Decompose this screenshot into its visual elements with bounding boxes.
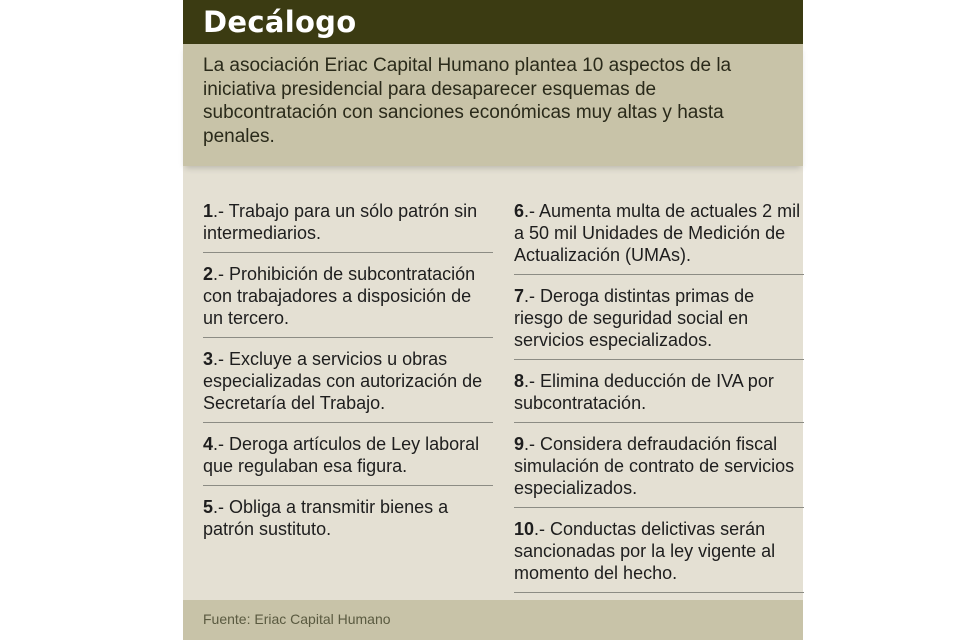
list-item: [203, 196, 493, 253]
item-text: .- Trabajo para un sólo patrón sin intermediarios.: [203, 201, 478, 243]
intro-box: [183, 44, 803, 166]
item-number: 7: [514, 286, 525, 306]
item-text: .- Deroga artículos de Ley laboral que regulaban esa figura.: [203, 434, 480, 476]
list-item: [203, 259, 493, 338]
left-column: [203, 196, 493, 554]
item-text: .- Considera defraudación fiscal simulación de contrato de servicios especializados.: [514, 434, 795, 498]
list-item: [514, 429, 804, 508]
item-text: .- Prohibición de subcontratación con trabajadores a disposición de un tercero.: [203, 264, 476, 328]
item-number: 3: [203, 349, 214, 369]
item-text: .- Excluye a servicios u obras especializadas con autorización de Secretaría del Trabajo.: [203, 349, 483, 413]
right-column: [514, 196, 804, 599]
page-title: Decálogo: [203, 5, 357, 39]
item-number: 9: [514, 434, 525, 454]
list-item: [514, 514, 804, 593]
item-number: 1: [203, 201, 214, 221]
list-item: [514, 196, 804, 275]
item-text: .- Elimina deducción de IVA por subcontratación.: [514, 371, 774, 413]
intro-text: La asociación Eriac Capital Humano plantea 10 aspectos de la iniciativa presidencial para desaparecer esquemas de subcontratación con sanciones económicas muy altas y hasta penales.: [203, 55, 732, 147]
list-item: [203, 344, 493, 423]
list-item: [203, 492, 493, 548]
item-text: .- Conductas delictivas serán sancionadas por la ley vigente al momento del hecho.: [514, 519, 776, 583]
list-item: [203, 429, 493, 486]
item-number: 6: [514, 201, 525, 221]
list-item: [514, 366, 804, 423]
item-number: 10: [514, 519, 535, 539]
item-number: 4: [203, 434, 214, 454]
list-item: [514, 281, 804, 360]
infographic-card: [183, 0, 803, 640]
item-text: .- Obliga a transmitir bienes a patrón sustituto.: [203, 497, 449, 539]
item-number: 2: [203, 264, 214, 284]
item-text: .- Deroga distintas primas de riesgo de seguridad social en servicios especializados.: [514, 286, 755, 350]
item-number: 8: [514, 371, 525, 391]
item-text: .- Aumenta multa de actuales 2 mil a 50 mil Unidades de Medición de Actualización (UMAs).: [514, 201, 801, 265]
header-bar: [183, 0, 803, 44]
source-credit: Fuente: Eriac Capital Humano: [203, 611, 391, 627]
item-number: 5: [203, 497, 214, 517]
footer-bar: [183, 600, 803, 640]
